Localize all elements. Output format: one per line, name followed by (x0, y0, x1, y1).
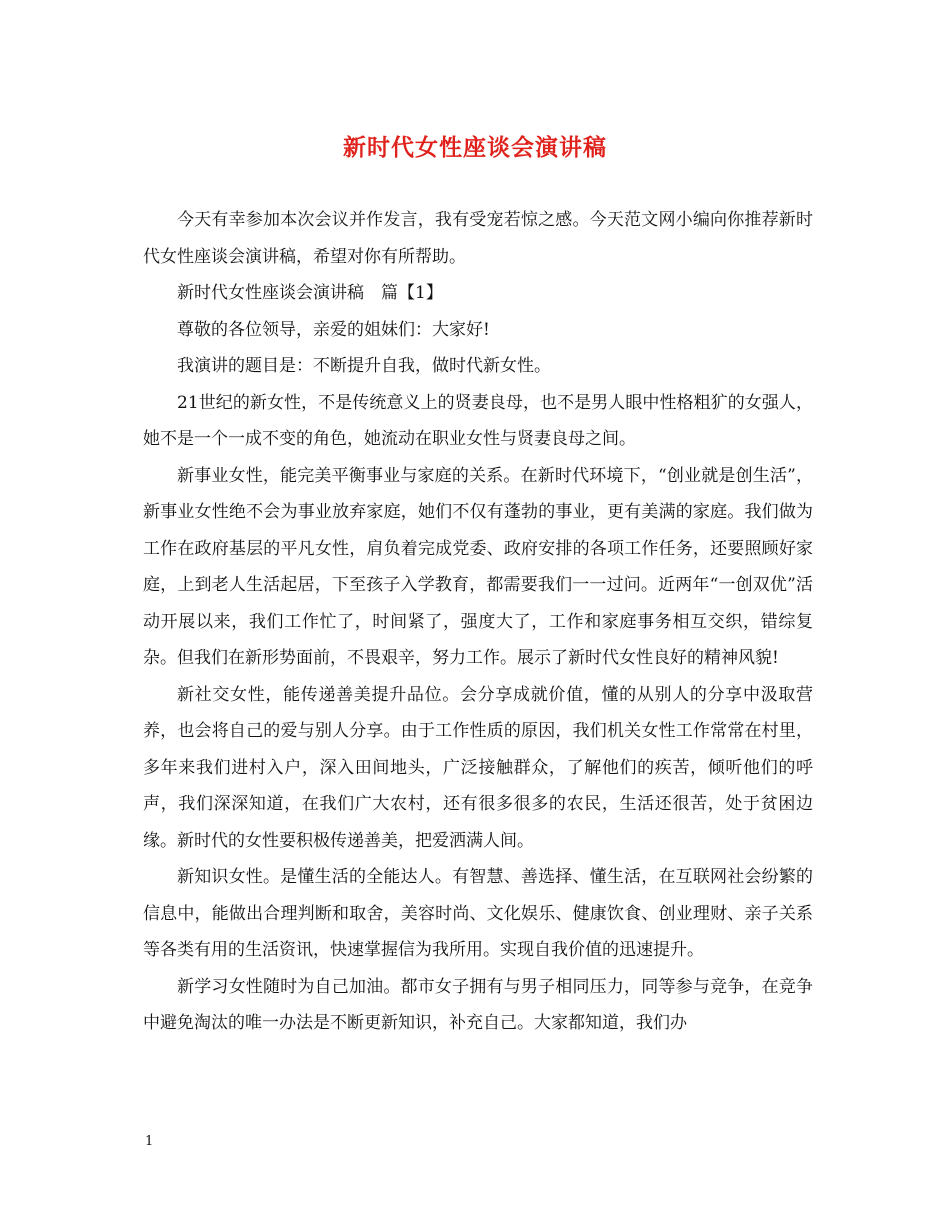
paragraph-topic: 我演讲的题目是：不断提升自我，做时代新女性。 (177, 356, 551, 376)
paragraph-intro: 今天有幸参加本次会议并作发言，我有受宠若惊之感。今天范文网小编向你推荐新时代女性座谈会演讲稿，希望对你有所帮助。 (143, 210, 813, 267)
paragraph-social-women: 新社交女性，能传递善美提升品位。会分享成就价值，懂的从别人的分享中汲取营养，也会将自己的爱与别人分享。由于工作性质的原因，我们机关女性工作常常在村里，多年来我们进村入户，深入田间地头，广泛接触群众，了解他们的疾苦，倾听他们的呼声，我们深深知道，在我们广大农村，还有很多很多的农民，生活还很苦，处于贫困边缘。新时代的女性要积极传递善美，把爱洒满人间。 (143, 684, 813, 851)
paragraph-greeting: 尊敬的各位领导，亲爱的姐妹们：大家好! (177, 319, 490, 340)
paragraph-knowledge-women: 新知识女性。是懂生活的全能达人。有智慧、善选择、懂生活，在互联网社会纷繁的信息中，能做出合理判断和取舍，美容时尚、文化娱乐、健康饮食、创业理财、亲子关系等各类有用的生活资讯，快速掌握信为我所用。实现自我价值的迅速提升。 (143, 867, 813, 960)
document-title: 新时代女性座谈会演讲稿 (343, 134, 607, 161)
paragraph-section-heading: 新时代女性座谈会演讲稿 篇【1】 (177, 283, 443, 303)
paragraph-learning-women: 新学习女性随时为自己加油。都市女子拥有与男子相同压力，同等参与竞争，在竞争中避免淘汰的唯一办法是不断更新知识，补充自己。大家都知道，我们办 (143, 976, 813, 1033)
paragraph-career-women: 新事业女性，能完美平衡事业与家庭的关系。在新时代环境下，“创业就是创生活”，新事业女性绝不会为事业放弃家庭，她们不仅有蓬勃的事业，更有美满的家庭。我们做为工作在政府基层的平凡女性，肩负着完成党委、政府安排的各项工作任务，还要照顾好家庭，上到老人生活起居，下至孩子入学教育，都需要我们一一过问。近两年“一创双优”活动开展以来，我们工作忙了，时间紧了，强度大了，工作和家庭事务相互交织，错综复杂。但我们在新形势面前，不畏艰辛，努力工作。展示了新时代女性良好的精神风貌! (143, 465, 813, 668)
document-body (143, 202, 813, 1042)
page-number: 1 (145, 1134, 154, 1149)
paragraph-21st-century: 21世纪的新女性，不是传统意义上的贤妻良母，也不是男人眼中性格粗犷的女强人，她不是一个一成不变的角色，她流动在职业女性与贤妻良母之间。 (143, 392, 813, 449)
